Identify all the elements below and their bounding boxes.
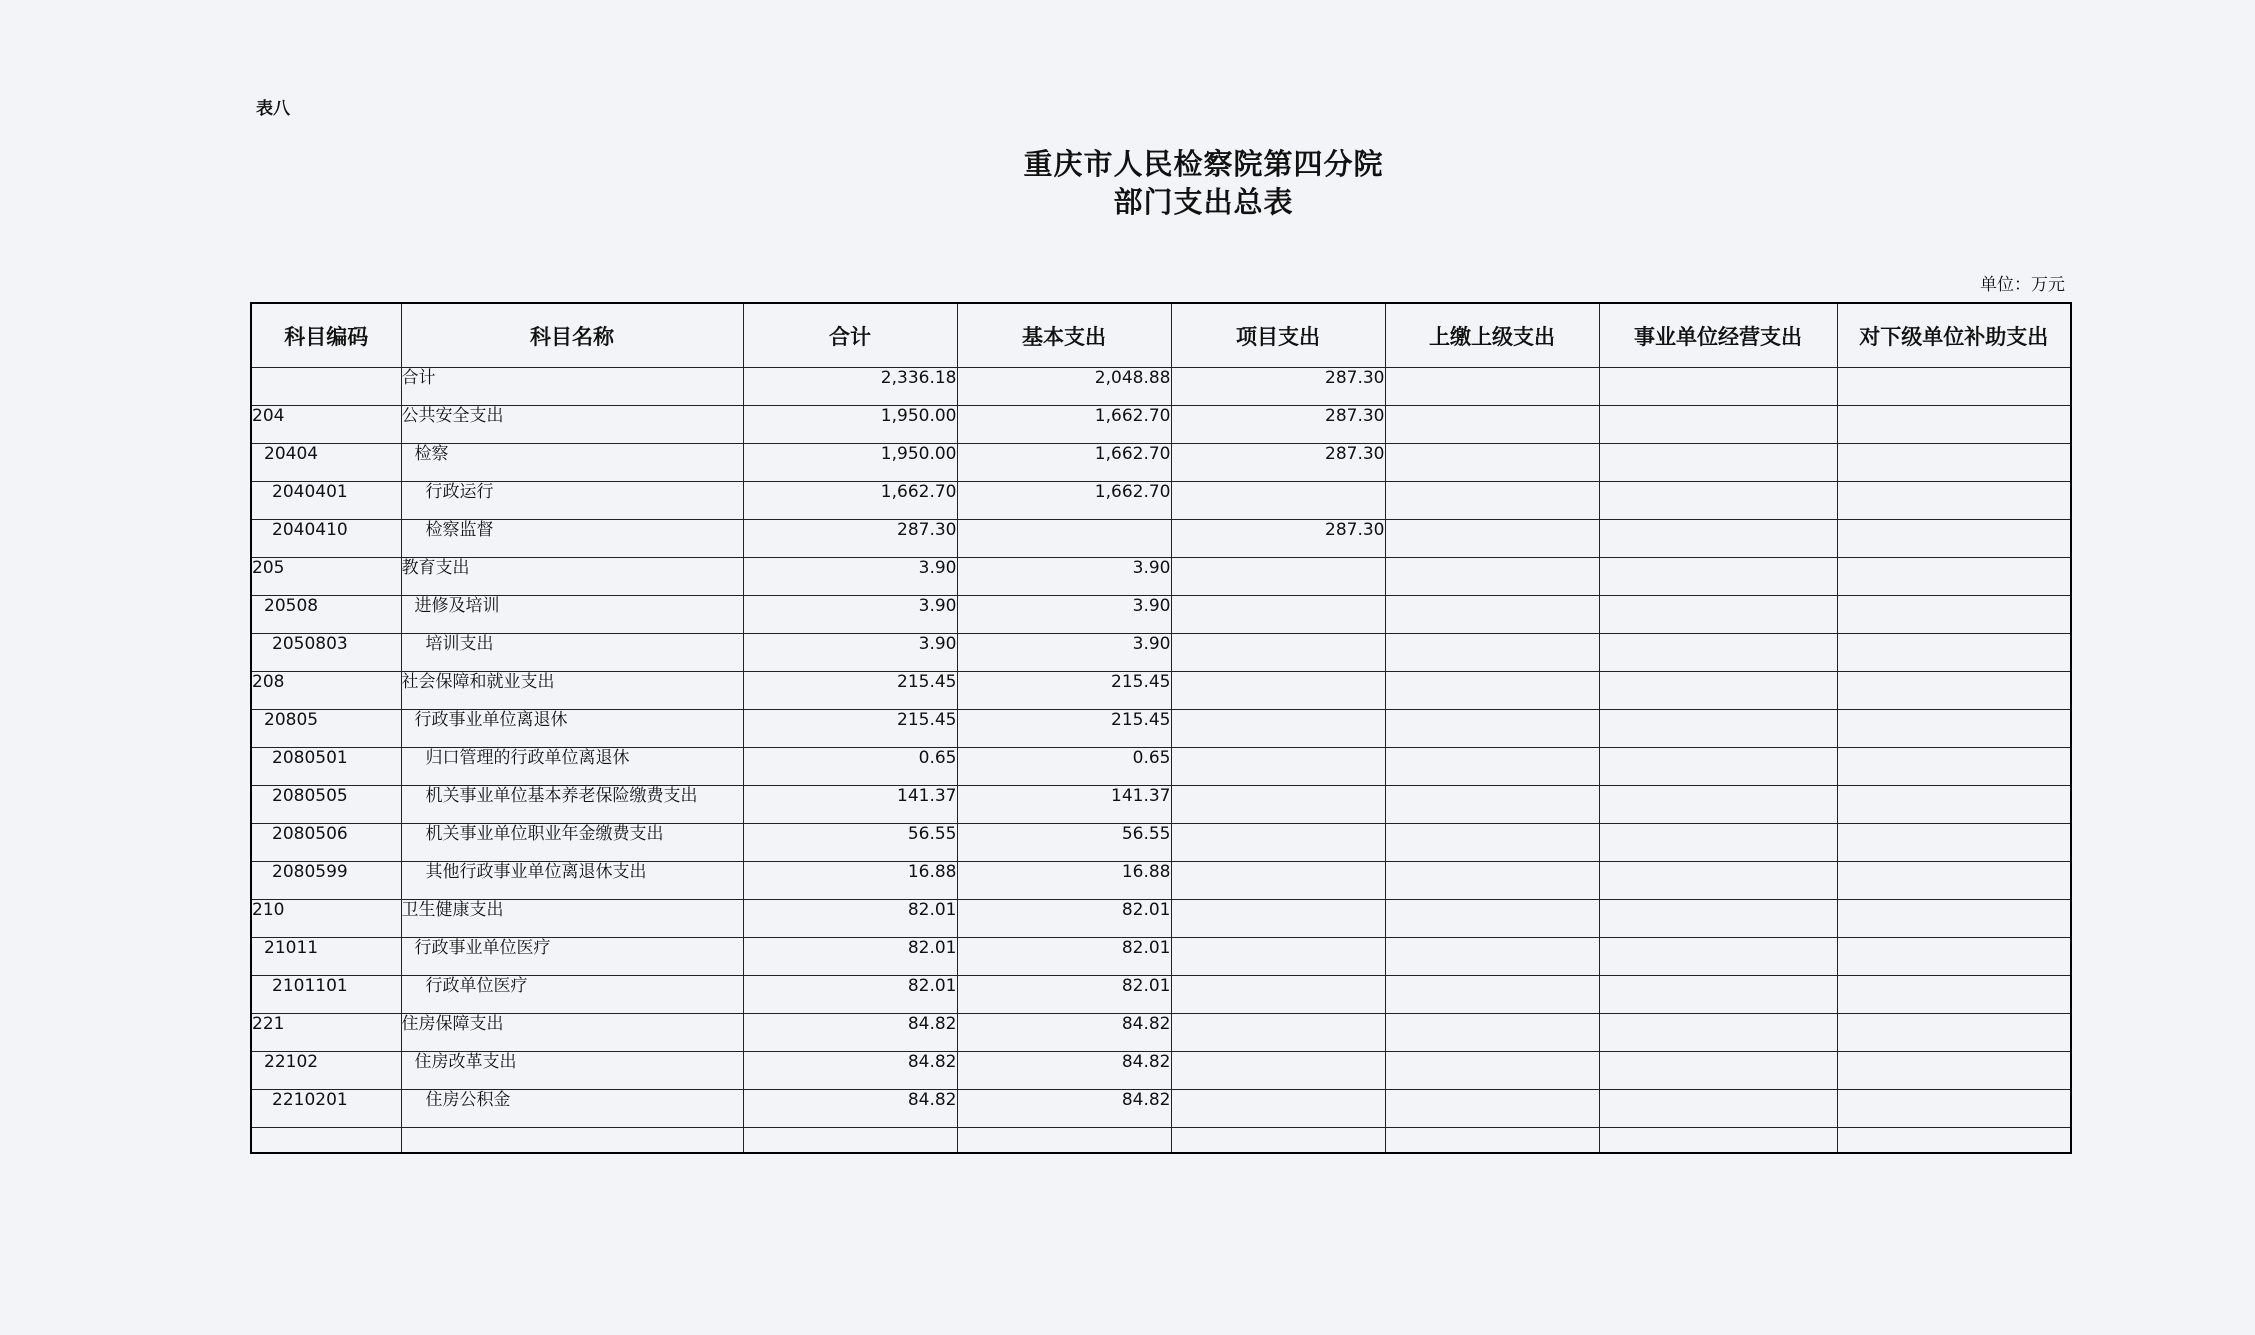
cell-project [1171,634,1385,672]
header-basic: 基本支出 [957,303,1171,368]
cell-project [1171,862,1385,900]
cell-project: 287.30 [1171,368,1385,406]
cell-code: 210 [251,900,401,938]
cell-code: 205 [251,558,401,596]
table-row [251,634,2071,672]
cell-code: 221 [251,1014,401,1052]
cell-total: 215.45 [743,710,957,748]
cell-basic: 56.55 [957,824,1171,862]
cell-name: 行政事业单位医疗 [401,938,743,976]
cell-code: 2080501 [251,748,401,786]
cell-code: 2101101 [251,976,401,1014]
header-code: 科目编码 [251,303,401,368]
cell-name: 进修及培训 [401,596,743,634]
cell-subsidy [1837,444,2071,482]
cell-name: 归口管理的行政单位离退休 [401,748,743,786]
table-row [251,900,2071,938]
cell-upper [1385,1014,1599,1052]
cell-name: 社会保障和就业支出 [401,672,743,710]
cell-business [1599,482,1837,520]
cell-business [1599,1090,1837,1128]
cell-basic: 82.01 [957,938,1171,976]
cell-business [1599,596,1837,634]
cell-code: 21011 [251,938,401,976]
cell-total: 16.88 [743,862,957,900]
cell-name: 公共安全支出 [401,406,743,444]
cell-basic: 2,048.88 [957,368,1171,406]
cell-upper [1385,710,1599,748]
table-row [251,862,2071,900]
cell-total: 1,662.70 [743,482,957,520]
cell-basic: 16.88 [957,862,1171,900]
cell-total: 82.01 [743,900,957,938]
cell-business [1599,824,1837,862]
cell-total: 3.90 [743,634,957,672]
table-row [251,976,2071,1014]
cell-name: 检察监督 [401,520,743,558]
expenditure-table [250,302,2072,1154]
header-business: 事业单位经营支出 [1599,303,1837,368]
cell-subsidy [1837,368,2071,406]
cell-total: 82.01 [743,938,957,976]
cell-name: 行政单位医疗 [401,976,743,1014]
cell-empty [251,1128,401,1154]
cell-code: 2080506 [251,824,401,862]
cell-total: 84.82 [743,1090,957,1128]
cell-upper [1385,938,1599,976]
cell-project [1171,748,1385,786]
cell-business [1599,862,1837,900]
cell-business [1599,520,1837,558]
cell-upper [1385,824,1599,862]
cell-name: 教育支出 [401,558,743,596]
cell-business [1599,976,1837,1014]
cell-name: 卫生健康支出 [401,900,743,938]
cell-project [1171,900,1385,938]
header-subsidy: 对下级单位补助支出 [1837,303,2071,368]
cell-upper [1385,482,1599,520]
cell-name: 检察 [401,444,743,482]
cell-project [1171,1014,1385,1052]
cell-subsidy [1837,634,2071,672]
cell-code: 2040401 [251,482,401,520]
table-row [251,406,2071,444]
cell-project [1171,1052,1385,1090]
header-total: 合计 [743,303,957,368]
cell-empty [1599,1128,1837,1154]
cell-total: 3.90 [743,558,957,596]
cell-empty [1837,1128,2071,1154]
cell-code: 20805 [251,710,401,748]
cell-total: 2,336.18 [743,368,957,406]
table-row [251,938,2071,976]
cell-total: 287.30 [743,520,957,558]
cell-total: 1,950.00 [743,406,957,444]
cell-basic: 84.82 [957,1090,1171,1128]
cell-code: 20404 [251,444,401,482]
cell-empty [401,1128,743,1154]
cell-project [1171,672,1385,710]
cell-basic: 0.65 [957,748,1171,786]
table-row-blank [251,1128,2071,1154]
cell-code: 2040410 [251,520,401,558]
cell-upper [1385,672,1599,710]
table-row [251,596,2071,634]
cell-subsidy [1837,710,2071,748]
cell-name: 住房公积金 [401,1090,743,1128]
cell-subsidy [1837,596,2071,634]
cell-basic: 141.37 [957,786,1171,824]
cell-total: 0.65 [743,748,957,786]
cell-project [1171,558,1385,596]
cell-upper [1385,368,1599,406]
cell-subsidy [1837,900,2071,938]
cell-subsidy [1837,520,2071,558]
table-row [251,1052,2071,1090]
cell-basic: 215.45 [957,672,1171,710]
cell-basic: 3.90 [957,634,1171,672]
table-row [251,368,2071,406]
cell-code: 2050803 [251,634,401,672]
cell-basic: 1,662.70 [957,482,1171,520]
table-row [251,1090,2071,1128]
cell-project [1171,596,1385,634]
cell-subsidy [1837,1014,2071,1052]
table-row [251,824,2071,862]
cell-upper [1385,786,1599,824]
cell-subsidy [1837,672,2071,710]
cell-business [1599,558,1837,596]
cell-upper [1385,1052,1599,1090]
cell-basic [957,520,1171,558]
cell-project [1171,786,1385,824]
cell-basic: 84.82 [957,1052,1171,1090]
header-name: 科目名称 [401,303,743,368]
cell-total: 84.82 [743,1052,957,1090]
cell-upper [1385,634,1599,672]
cell-business [1599,938,1837,976]
cell-subsidy [1837,748,2071,786]
table-row [251,520,2071,558]
cell-total: 56.55 [743,824,957,862]
cell-subsidy [1837,862,2071,900]
cell-basic: 3.90 [957,596,1171,634]
cell-empty [957,1128,1171,1154]
cell-project [1171,710,1385,748]
cell-business [1599,1014,1837,1052]
cell-project [1171,976,1385,1014]
table-row [251,710,2071,748]
cell-name: 合计 [401,368,743,406]
cell-upper [1385,1090,1599,1128]
cell-project [1171,938,1385,976]
cell-project: 287.30 [1171,444,1385,482]
cell-business [1599,444,1837,482]
cell-name: 其他行政事业单位离退休支出 [401,862,743,900]
cell-total: 82.01 [743,976,957,1014]
table-row [251,748,2071,786]
cell-business [1599,900,1837,938]
cell-code: 2080599 [251,862,401,900]
cell-empty [1385,1128,1599,1154]
cell-name: 行政事业单位离退休 [401,710,743,748]
cell-empty [1171,1128,1385,1154]
cell-subsidy [1837,1052,2071,1090]
table-row [251,482,2071,520]
cell-project: 287.30 [1171,406,1385,444]
cell-name: 住房改革支出 [401,1052,743,1090]
cell-project [1171,1090,1385,1128]
table-row [251,786,2071,824]
cell-subsidy [1837,1090,2071,1128]
cell-basic: 82.01 [957,976,1171,1014]
cell-name: 住房保障支出 [401,1014,743,1052]
cell-upper [1385,558,1599,596]
cell-code: 2210201 [251,1090,401,1128]
cell-upper [1385,520,1599,558]
document-subtitle: 部门支出总表 [1113,185,1294,219]
table-row [251,1014,2071,1052]
cell-name: 行政运行 [401,482,743,520]
cell-upper [1385,862,1599,900]
cell-code: 22102 [251,1052,401,1090]
document-title: 重庆市人民检察院第四分院 [1023,147,1384,181]
cell-project: 287.30 [1171,520,1385,558]
cell-code: 208 [251,672,401,710]
cell-upper [1385,406,1599,444]
table-body [251,368,2071,1154]
cell-total: 215.45 [743,672,957,710]
cell-basic: 3.90 [957,558,1171,596]
cell-code: 204 [251,406,401,444]
header-project: 项目支出 [1171,303,1385,368]
cell-total: 3.90 [743,596,957,634]
cell-subsidy [1837,406,2071,444]
cell-business [1599,406,1837,444]
cell-name: 机关事业单位基本养老保险缴费支出 [401,786,743,824]
cell-basic: 215.45 [957,710,1171,748]
cell-code: 2080505 [251,786,401,824]
cell-name: 机关事业单位职业年金缴费支出 [401,824,743,862]
cell-business [1599,672,1837,710]
cell-upper [1385,444,1599,482]
cell-total: 1,950.00 [743,444,957,482]
table-row [251,558,2071,596]
cell-subsidy [1837,786,2071,824]
cell-upper [1385,748,1599,786]
cell-subsidy [1837,482,2071,520]
cell-upper [1385,976,1599,1014]
cell-business [1599,634,1837,672]
cell-upper [1385,596,1599,634]
header-upper: 上缴上级支出 [1385,303,1599,368]
table-label: 表八 [256,99,290,119]
cell-business [1599,1052,1837,1090]
cell-upper [1385,900,1599,938]
cell-business [1599,786,1837,824]
cell-project [1171,482,1385,520]
table-row [251,672,2071,710]
unit-label: 单位：万元 [1980,275,2065,295]
cell-total: 141.37 [743,786,957,824]
cell-name: 培训支出 [401,634,743,672]
cell-total: 84.82 [743,1014,957,1052]
cell-business [1599,368,1837,406]
cell-basic: 1,662.70 [957,406,1171,444]
cell-subsidy [1837,558,2071,596]
cell-empty [743,1128,957,1154]
cell-subsidy [1837,824,2071,862]
cell-code: 20508 [251,596,401,634]
cell-basic: 82.01 [957,900,1171,938]
table-row [251,444,2071,482]
cell-subsidy [1837,976,2071,1014]
cell-business [1599,748,1837,786]
cell-project [1171,824,1385,862]
cell-basic: 1,662.70 [957,444,1171,482]
cell-subsidy [1837,938,2071,976]
cell-business [1599,710,1837,748]
cell-basic: 84.82 [957,1014,1171,1052]
header-row [251,303,2071,368]
cell-code [251,368,401,406]
